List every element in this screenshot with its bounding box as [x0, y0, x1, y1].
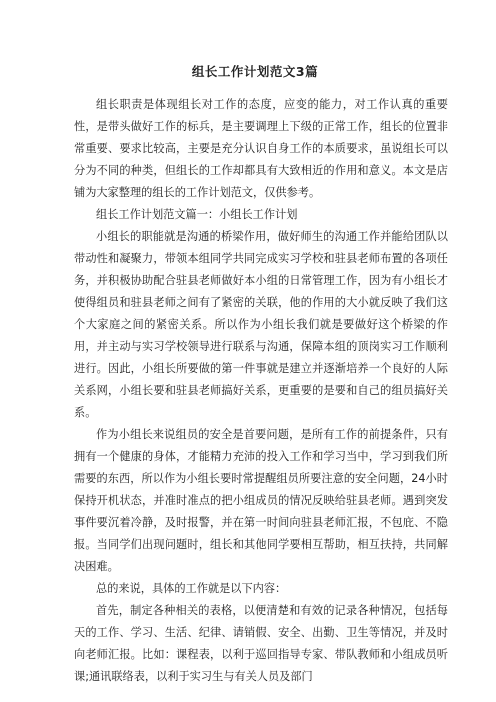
section-heading: 组长工作计划范文篇一：小组长工作计划	[96, 208, 298, 221]
paragraph-role: 小组长的职能就是沟通的桥梁作用，做好师生的沟通工作并能给团队以带动性和凝聚力，带领本组同学共同完成实习学校和驻县老师布置的各项任务，并积极协助配合驻县老师做好本小组的日常管理工作，因为有小组长才使得组员和驻县老师之间有了紧密的关联，他的作用的大小就反映了我们这个大家庭之间的紧密关系。所以作为小组长我们就是要做好这个桥梁的作用，并主动与实习学校领导进行联系与沟通，保障本组的顶岗实习工作顺利进行。因此，小组长所要做的第一件事就是建立并逐渐培养一个良好的人际关系网，小组长要和驻县老师搞好关系，更重要的是要和自己的组员搞好关系。	[74, 230, 448, 419]
paragraph-safety: 作为小组长来说组员的安全是首要问题，是所有工作的前提条件，只有拥有一个健康的身体，才能精力充沛的投入工作和学习当中，学习到我们所需要的东西，所以作为小组长要时常提醒组员所要注意的安全问题，24小时保持开机状态，并准时准点的把小组成员的情况反映给驻县老师。遇到突发事件要沉着冷静，及时报警，并在第一时间向驻县老师汇报，不包庇、不隐报。当同学们出现问题时，组长和其他同学要相互帮助，相互扶持，共同解决困难。	[74, 428, 448, 573]
paragraph-first: 首先，制定各种相关的表格，以便清楚和有效的记录各种情况，包括每天的工作、学习、生活、纪律、请销假、安全、出勤、卫生等情况，并及时向老师汇报。比如：课程表，以利于巡回指导专家、带队教师和小组成员听课;通讯联络表，以利于实习生与有关人员及部门	[74, 604, 448, 683]
document-title: 组长工作计划范文3篇	[191, 64, 319, 79]
paragraph-summary: 总的来说，具体的工作就是以下内容：	[96, 582, 287, 595]
paragraph-intro: 组长职责是体现组长对工作的态度，应变的能力，对工作认真的重要性，是带头做好工作的标兵，是主要调理上下级的正常工作，组长的位置非常重要、要求比较高，主要是充分认识自身工作的本质要求，虽说组长可以分为不同的种类，但组长的工作却都具有大致相近的作用和意义。本文是店铺为大家整理的组长的工作计划范文，仅供参考。	[74, 98, 448, 199]
